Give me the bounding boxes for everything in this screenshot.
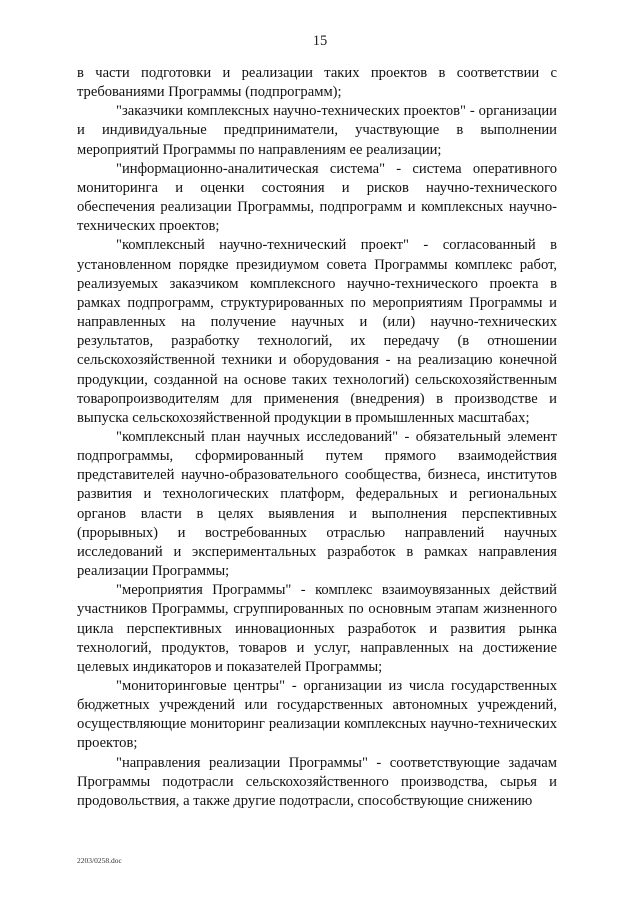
paragraph-continuation: в части подготовки и реализации таких проектов в соответствии с требованиями Программы (подпрограмм);	[77, 65, 557, 101]
page-number: 15	[312, 33, 328, 49]
definition-program-measures: "мероприятия Программы" - комплекс взаимоувязанных действий участников Программы, сгруппированных по основным этапам жизненного цикла перспективных инновационных разработок и развития рынка технологий, продуктов, товаров и услуг, направленных на достижение целевых индикаторов и показателей Программы;	[77, 582, 557, 675]
document-footer-code: 2203/0258.doc	[77, 856, 122, 865]
document-body	[77, 64, 557, 811]
definition-research-plan: "комплексный план научных исследований" - обязательный элемент подпрограммы, сформированный путем прямого взаимодействия представителей научно-образовательного сообщества, бизнеса, институтов развития и технологических платформ, федеральных и региональных органов власти в целях выявления и выполнения перспективных (прорывных) и востребованных отраслью направлений научных исследований и экспериментальных разработок в рамках направления реализации Программы;	[77, 428, 557, 580]
definition-program-directions: "направления реализации Программы" - соответствующие задачам Программы подотрасли сельскохозяйственного производства, сырья и продовольствия, а также другие подотрасли, способствующие снижению	[77, 754, 557, 809]
definition-monitoring-centers: "мониторинговые центры" - организации из числа государственных бюджетных учреждений или государственных автономных учреждений, осуществляющие мониторинг реализации комплексных научно-технических проектов;	[77, 678, 557, 752]
definition-customers: "заказчики комплексных научно-технических проектов" - организации и индивидуальные предприниматели, участвующие в выполнении мероприятий Программы по направлениям ее реализации;	[77, 103, 557, 158]
definition-complex-project: "комплексный научно-технический проект" - согласованный в установленном порядке президиумом совета Программы комплекс работ, реализуемых заказчиком комплексного научно-технического проекта в рамках подпрограмм, структурированных по мероприятиям Программы и направленных на получение научных и (или) научно-технических результатов, разработку технологий, их передачу (в отношении сельскохозяйственной техники и оборудования - на реализацию конечной продукции, созданной на основе таких технологий) сельскохозяйственным товаропроизводителям для применения (внедрения) в производстве и выпуска сельскохозяйственной продукции в промышленных масштабах;	[77, 237, 557, 426]
definition-information-system: "информационно-аналитическая система" - система оперативного мониторинга и оценки состояния и рисков научно-технического обеспечения реализации Программы, подпрограмм и комплексных научно-технических проектов;	[77, 160, 557, 235]
